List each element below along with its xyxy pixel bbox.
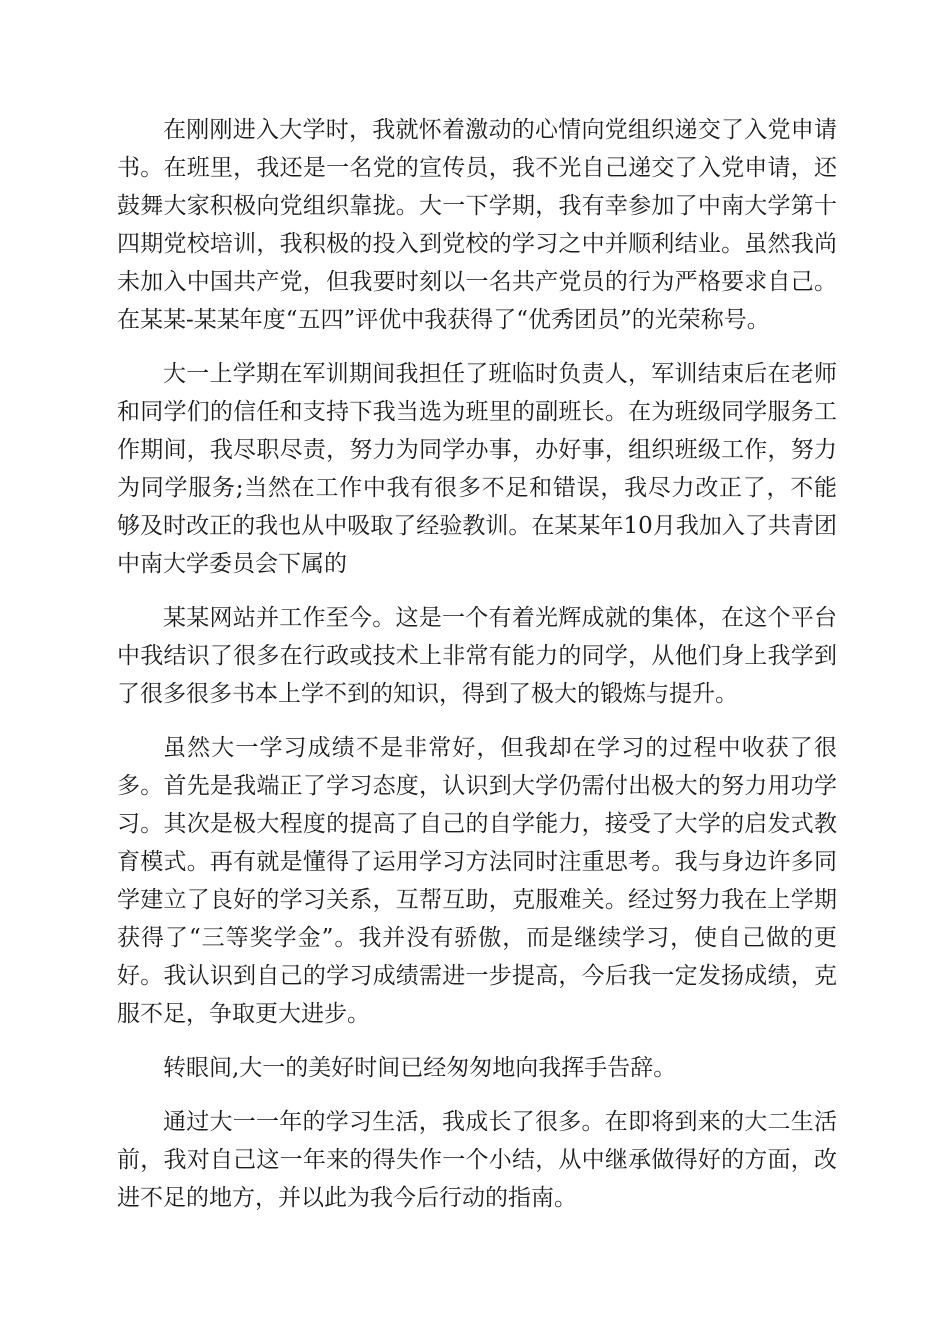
paragraph-party-application: 在刚刚进入大学时，我就怀着激动的心情向党组织递交了入党申请书。在班里，我还是一名党的宣传员，我不光自己递交了入党申请，还鼓舞大家积极向党组织靠拢。大一下学期，我有幸参加了中南大学第十四期党校培训，我积极的投入到党校的学习之中并顺利结业。虽然我尚未加入中国共产党，但我要时刻以一名共产党员的行为严格要求自己。在某某-某某年度“五四”评优中我获得了“优秀团员”的光荣称号。 bbox=[117, 117, 837, 333]
paragraph-summary: 通过大一一年的学习生活，我成长了很多。在即将到来的大二生活前，我对自己这一年来的得失作一个小结，从中继承做得好的方面，改进不足的地方，并以此为我今后行动的指南。 bbox=[117, 1109, 837, 1211]
document-page bbox=[117, 111, 837, 1233]
paragraph-study: 虽然大一学习成绩不是非常好，但我却在学习的过程中收获了很多。首先是我端正了学习态度，认识到大学仍需付出极大的努力用功学习。其次是极大程度的提高了自己的自学能力，接受了大学的启发式教育模式。再有就是懂得了运用学习方法同时注重思考。我与身边许多同学建立了良好的学习关系，互帮互助，克服难关。经过努力我在上学期获得了“三等奖学金”。我并没有骄傲，而是继续学习，使自己做的更好。我认识到自己的学习成绩需进一步提高，今后我一定发扬成绩，克服不足，争取更大进步。 bbox=[117, 735, 837, 1027]
paragraph-class-monitor: 大一上学期在军训期间我担任了班临时负责人，军训结束后在老师和同学们的信任和支持下我当选为班里的副班长。在为班级同学服务工作期间，我尽职尽责，努力为同学办事，办好事，组织班级工作，努力为同学服务;当然在工作中我有很多不足和错误，我尽力改正了，不能够及时改正的我也从中吸取了经验教训。在某某年10月我加入了共青团中南大学委员会下属的 bbox=[117, 361, 837, 577]
paragraph-time-flies: 转眼间,大一的美好时间已经匆匆地向我挥手告辞。 bbox=[163, 1055, 677, 1081]
paragraph-website-work: 某某网站并工作至今。这是一个有着光辉成就的集体，在这个平台中我结识了很多在行政或技术上非常有能力的同学，从他们身上我学到了很多很多书本上学不到的知识，得到了极大的锻炼与提升。 bbox=[117, 605, 837, 707]
